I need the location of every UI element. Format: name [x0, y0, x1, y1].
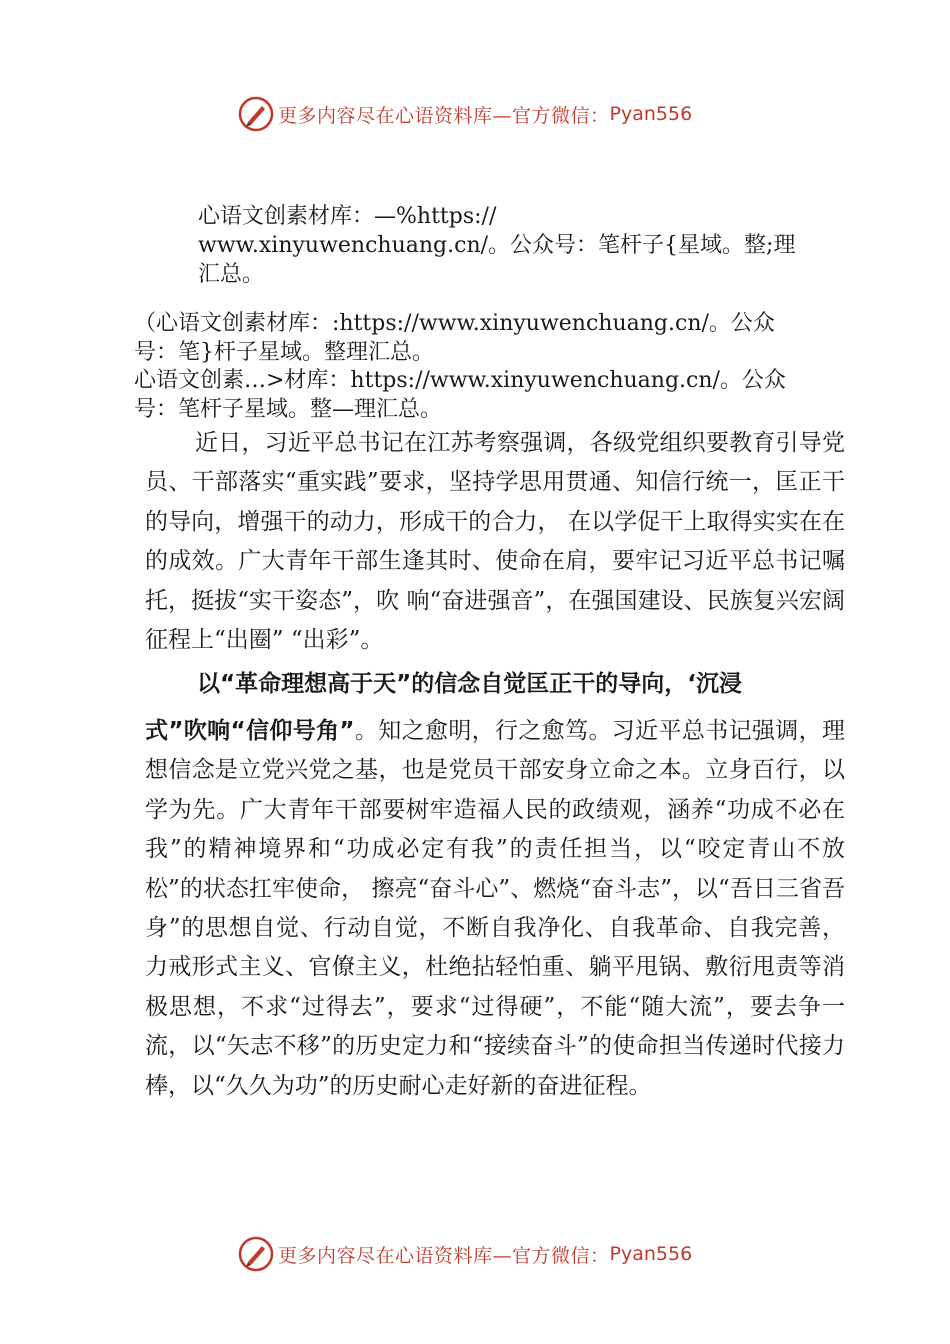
source-line: 汇总。 [198, 262, 265, 287]
source-line: 号：笔杆子星域。整—理汇总。 [134, 397, 443, 422]
source-block-3 [134, 366, 854, 424]
source-line: 心语文创素材库：—%https:// [198, 204, 497, 229]
banner-text: 更多内容尽在心语资料库—官方微信： [278, 104, 610, 127]
header-banner [238, 94, 692, 134]
source-line: 号：笔}杆子星域。整理汇总。 [134, 340, 434, 365]
section-heading-line-1: 以“革命理想高于天”的信念自觉匡正干的导向，‘沉浸 [197, 671, 742, 697]
source-line: （心语文创素材库：:https://www.xinyuwenchuang.cn/。公众 [134, 311, 775, 336]
source-line: www.xinyuwenchuang.cn/。公众号：笔杆子{星域。整;理 [198, 233, 796, 258]
section-heading-line-2: 式”吹响“信仰号角” [145, 718, 355, 744]
body-paragraph-1: 近日，习近平总书记在江苏考察强调，各级党组织要教育引导党员、干部落实“重实践”要求，坚持学思用贯通、知信行统一，匡正干的导向，增强干的动力，形成干的合力， 在以学促干上取得实实在在的成效。广大青年干部生逢其时、使命在肩，要牢记习近平总书记嘱托，挺拔“实干姿态”，吹 响“奋进强音”，在强国建设、民族复兴宏阔征程上“出圈” “出彩”。 [145, 430, 845, 654]
banner-text: 更多内容尽在心语资料库—官方微信： [278, 1244, 610, 1267]
body-paragraph-2 [145, 664, 845, 1106]
source-block-1 [198, 202, 858, 289]
footer-banner [238, 1234, 692, 1274]
pen-logo-icon [238, 1236, 274, 1272]
source-line: 心语文创素…>材库：https://www.xinyuwenchuang.cn/。公众 [134, 368, 786, 393]
pen-logo-icon [238, 96, 274, 132]
paragraph-2-body: 。知之愈明，行之愈笃。习近平总书记强调，理想信念是立党兴党之基，也是党员干部安身立命之本。立身百行，以学为先。广大青年干部要树牢造福人民的政绩观，涵养“功成不必在我”的精神境界和“功成必定有我”的责任担当，以“咬定青山不放松”的状态扛牢使命， 擦亮“奋斗心”、燃烧“奋斗志”，以“吾日三省吾身”的思想自觉、行动自觉，不断自我净化、自我革命、自我完善， 力戒形式主义、官僚主义，杜绝拈轻怕重、躺平甩锅、敷衍甩责等消极思想，不求“过得去”，要求“过得硬”，不能“随大流”，要去争一流，以“矢志不移”的历史定力和“接续奋斗”的使命担当传递时代接力棒，以“久久为功”的历史耐心走好新的奋进征程。 [145, 718, 845, 1099]
banner-wechat-id: Pyan556 [609, 1243, 693, 1265]
banner-wechat-id: Pyan556 [609, 103, 693, 125]
source-block-2 [134, 309, 854, 367]
